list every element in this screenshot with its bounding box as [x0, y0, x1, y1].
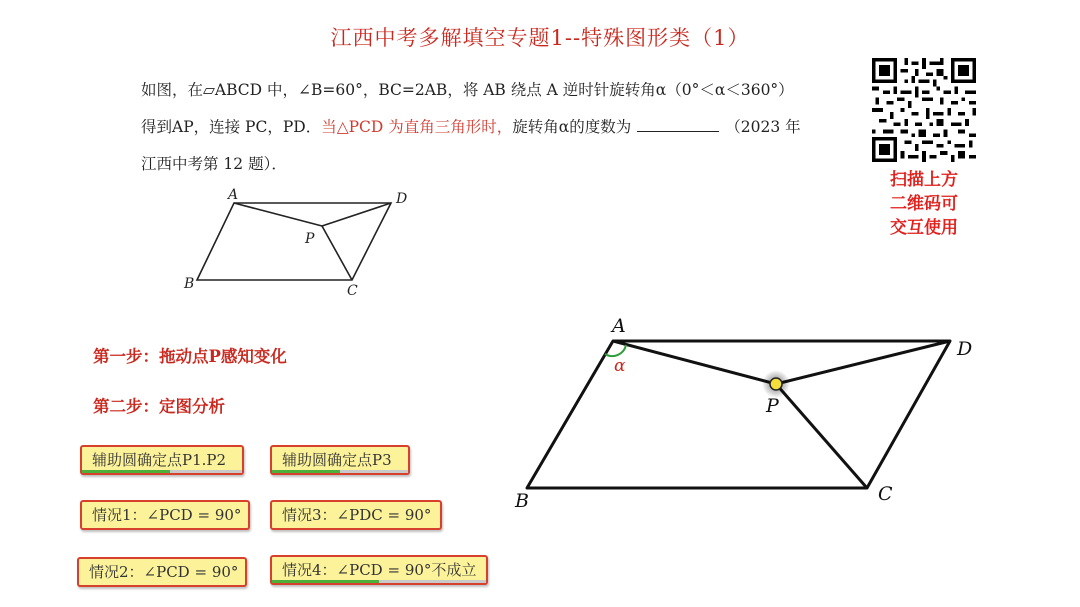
problem-line-2	[141, 109, 841, 146]
case-3-label: 情况3：∠PDC = 90°	[282, 506, 432, 524]
aux-circle-p1p2-label: 辅助圆确定点P1.P2	[92, 451, 227, 469]
label-d: D	[396, 191, 408, 207]
problem-text	[141, 72, 841, 183]
main-label-d: D	[957, 338, 973, 360]
main-segment-pc	[776, 384, 867, 488]
problem-highlight: 当△PCD 为直角三角形时，	[321, 118, 513, 136]
segment-ap	[234, 203, 322, 226]
step-1-label: 第一步：拖动点P感知变化	[93, 347, 287, 366]
main-parallelogram-abcd	[527, 341, 950, 488]
parallelogram-abcd	[197, 203, 391, 280]
label-b: B	[184, 276, 195, 292]
main-label-a: A	[612, 315, 626, 337]
qr-caption-line-1: 扫描上方	[890, 170, 958, 190]
label-p: P	[305, 231, 315, 247]
problem-line-2a: 得到AP，连接 PC，PD．	[141, 118, 322, 136]
qr-caption-line-3: 交互使用	[890, 218, 958, 238]
main-label-b: B	[515, 490, 529, 512]
qr-caption	[866, 168, 982, 240]
draggable-point-p[interactable]	[770, 378, 782, 390]
answer-blank	[637, 117, 719, 132]
qr-caption-line-2: 二维码可	[890, 194, 958, 214]
main-segment-pd	[776, 341, 950, 384]
aux-circle-p3-label: 辅助圆确定点P3	[282, 451, 392, 469]
aux-circle-p3-button[interactable]	[270, 445, 410, 475]
main-segment-ap	[613, 341, 776, 384]
case-2-label: 情况2：∠PCD = 90°	[89, 563, 239, 581]
interactive-figure	[505, 310, 975, 515]
aux-circle-p3-progress	[272, 470, 340, 473]
case-3-button[interactable]	[270, 500, 442, 530]
case-4-button[interactable]	[270, 555, 488, 585]
problem-figure	[176, 184, 416, 299]
aux-circle-p1p2-progress	[82, 470, 170, 473]
main-label-c: C	[878, 483, 893, 505]
case-4-progress	[272, 580, 379, 583]
problem-line-1: 如图，在▱ABCD 中，∠B=60°，BC=2AB，将 AB 绕点 A 逆时针旋转角α（0°＜α＜360°）	[141, 81, 794, 99]
case-2-button[interactable]	[77, 557, 247, 587]
case-1-button[interactable]	[80, 500, 250, 530]
segment-pc	[322, 226, 352, 280]
page-title: 江西中考多解填空专题1--特殊图形类（1）	[330, 26, 750, 50]
aux-circle-p1p2-button[interactable]	[80, 445, 244, 475]
case-1-label: 情况1：∠PCD = 90°	[92, 506, 242, 524]
step-2-label: 第二步：定图分析	[93, 397, 225, 416]
main-label-p: P	[766, 395, 779, 417]
label-a: A	[228, 187, 239, 203]
problem-line-3: 江西中考第 12 题）．	[141, 155, 287, 173]
angle-alpha-label: α	[614, 356, 626, 376]
qr-code-icon	[872, 58, 976, 162]
problem-line-2c: （2023 年	[725, 118, 801, 136]
label-c: C	[347, 283, 358, 299]
case-4-label: 情况4：∠PCD = 90°不成立	[282, 561, 477, 579]
problem-line-2b: 旋转角α的度数为	[512, 118, 632, 136]
